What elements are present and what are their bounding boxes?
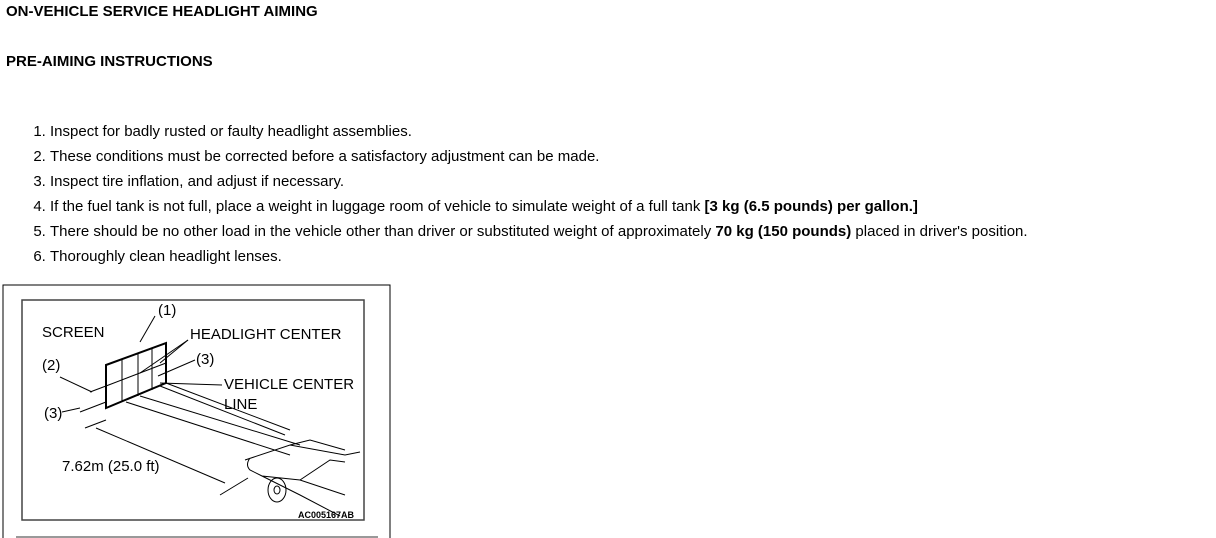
page-title: ON-VEHICLE SERVICE HEADLIGHT AIMING [6, 3, 318, 20]
svg-text:HEADLIGHT CENTER: HEADLIGHT CENTER [190, 326, 342, 343]
instruction-list [0, 119, 1028, 269]
headlight-aiming-diagram [0, 280, 395, 538]
svg-text:(1): (1) [158, 302, 177, 319]
svg-text:SCREEN: SCREEN [42, 324, 105, 341]
list-item: 6. Thoroughly clean headlight lenses. [50, 244, 1028, 269]
list-item: 1. Inspect for badly rusted or faulty headlight assemblies. [50, 119, 1028, 144]
svg-text:VEHICLE CENTER: VEHICLE CENTER [224, 376, 355, 393]
svg-text:AC005167AB: AC005167AB [298, 510, 355, 520]
svg-text:LINE: LINE [224, 396, 258, 413]
list-item: 5. There should be no other load in the vehicle other than driver or substituted weight of approximately 70 kg (150 pounds) placed in driver's position. [50, 219, 1028, 244]
list-item: 2. These conditions must be corrected before a satisfactory adjustment can be made. [50, 144, 1028, 169]
svg-text:(2): (2) [42, 357, 61, 374]
section-title: PRE-AIMING INSTRUCTIONS [6, 53, 213, 70]
svg-text:(3): (3) [196, 351, 215, 368]
list-item: 3. Inspect tire inflation, and adjust if necessary. [50, 169, 1028, 194]
svg-text:7.62m (25.0 ft): 7.62m (25.0 ft) [62, 458, 160, 475]
svg-text:(3): (3) [44, 405, 63, 422]
list-item: 4. If the fuel tank is not full, place a weight in luggage room of vehicle to simulate weight of a full tank [3 kg (6.5 pounds) per gallon.] [50, 194, 1028, 219]
